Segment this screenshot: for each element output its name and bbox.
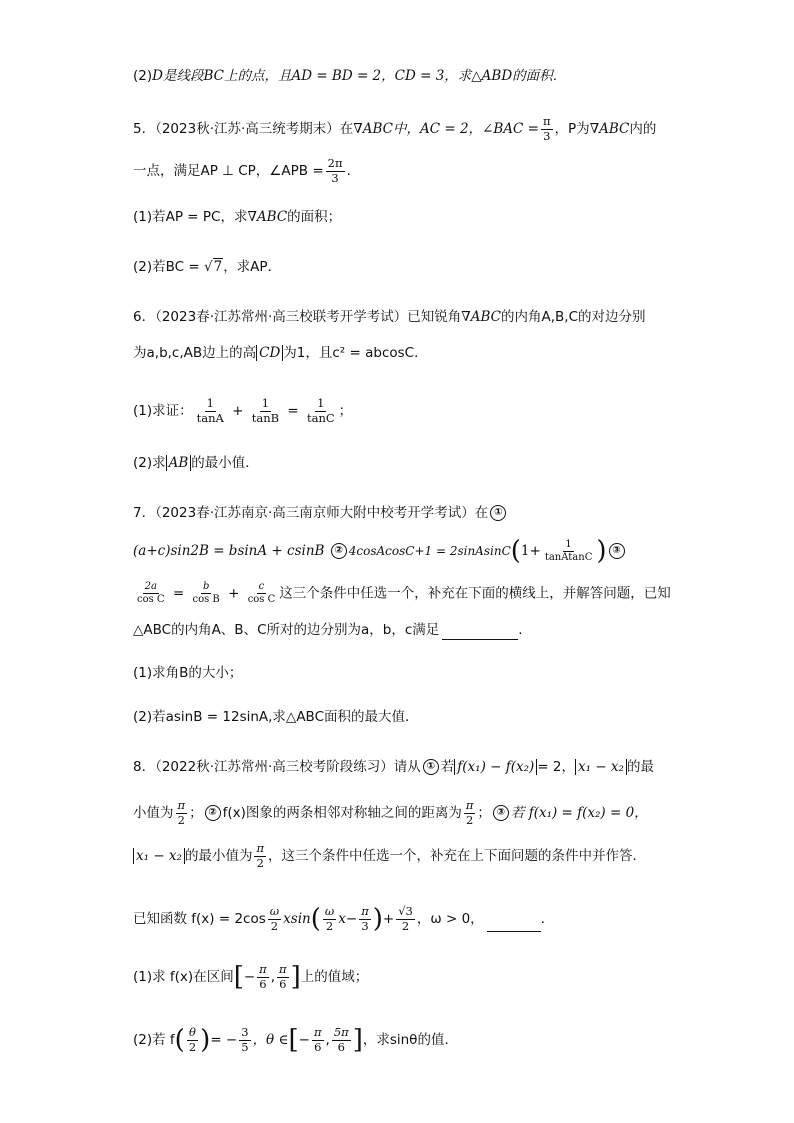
q7-line2: (a+c)sin2B = bsinA + csinB ② 4cosAcosC+1 = 2sinAsinC(1+ $\frac{1}{\text{tanAtanC}}$ ) ③ [133, 538, 627, 564]
q6-number: 6． [133, 309, 156, 325]
q7-number: 7． [133, 505, 156, 521]
frac-den: tanA [196, 410, 224, 425]
q8-source: （2022秋·江苏常州·高三校考阶段练习） [155, 759, 394, 775]
frac-den: 3 [331, 170, 339, 185]
q5-frac-pi3 [541, 116, 553, 142]
q5-part2 [133, 257, 281, 277]
q8-abs-fdiff: f(x₁) − f(x₂) [454, 759, 537, 775]
frac-den: 2 [256, 855, 264, 870]
q5-abc3: ABC [256, 209, 288, 225]
answer-blank [442, 639, 518, 640]
frac-pi3 [359, 906, 371, 932]
q5-line2: 一点，满足AP ⊥ CP，∠APB = $\frac{2\pi}{3}$ . [133, 156, 351, 185]
q6-line2 [133, 343, 428, 363]
q5-sqrt7: 7 [213, 259, 223, 275]
q8-line4-a: 已知函数 f(x) = 2cos [133, 911, 266, 927]
frac-num: θ [189, 1025, 196, 1039]
frac-pi2 [176, 800, 188, 826]
frac-num: b [202, 581, 210, 592]
frac-num: 2π [327, 156, 343, 170]
frac-num: 3 [241, 1025, 249, 1039]
q7-one: 1 [520, 543, 530, 559]
paren-left: ( [174, 1025, 185, 1055]
frac-den: 6 [259, 976, 267, 991]
paren-left: ( [310, 904, 321, 934]
frac-sqrt3-2 [396, 906, 415, 932]
q5-source: （2023秋·江苏·高三统考期末） [155, 121, 340, 137]
q8-part2-b: = − [210, 1032, 238, 1048]
q8-line3-b: ，这三个条件中任选一个，补充在上下面问题的条件中并作答． [268, 848, 647, 864]
frac-den: 2 [325, 918, 334, 933]
frac-den: 6 [337, 1039, 345, 1054]
frac-num: π [313, 1025, 322, 1039]
bracket-right: ] [290, 962, 301, 992]
frac-num: π [256, 841, 265, 855]
q8-part1-b: 上的值域； [300, 969, 369, 985]
frac-tanB [250, 398, 281, 424]
q8-text-b: 若 [440, 759, 455, 775]
q5-text-c: ，P为 [554, 121, 590, 137]
q8-abs-xdiff2: x₁ − x₂ [133, 848, 185, 864]
q8-part1-a: (1)求 f(x)在区间 [133, 969, 234, 985]
frac-den: cos C [247, 594, 276, 605]
frac-den: tanB [251, 410, 280, 425]
q5-part1 [133, 207, 341, 227]
circle-1-icon: ① [423, 759, 439, 775]
q8-number: 8． [133, 759, 156, 775]
q8-line3 [133, 843, 646, 869]
q4-part2-label: (2) [133, 68, 153, 84]
q5-text-b: 中，AC = 2，∠BAC = [392, 121, 539, 137]
frac-pi6 [312, 1027, 324, 1053]
frac-num: π [259, 962, 267, 976]
frac-omega2 [323, 906, 336, 932]
q6-tri: ∇ABC [461, 309, 501, 325]
q7-cond2: 4cosAcosC+1 = 2sinAsinC [348, 544, 511, 558]
q5-line2-text: 一点，满足AP ⊥ CP，∠APB = [133, 163, 324, 179]
q8-line2-a: 小值为 [133, 805, 174, 821]
q7-part1 [133, 663, 242, 683]
q5-tri: ∇ABC [353, 121, 393, 137]
q6-part1: (1)求证： $\frac{1}{\tan A}$ + $\frac{1}{\tan B}$ = $\frac{1}{\tan C}$ ； [133, 396, 353, 425]
frac-num: ω [324, 904, 335, 918]
q7-line4-text: △ABC的内角A、B、C所对的边分别为a，b，c满足 [133, 622, 440, 638]
bracket-left: [ [233, 962, 244, 992]
q8-part2-d: ，求sinθ的值． [362, 1032, 458, 1048]
frac-num: 1 [206, 396, 214, 410]
q7-cond1: (a+c)sin2B = bsinA + csinB [133, 543, 325, 559]
paren-right: ) [596, 536, 607, 566]
frac-num: √3 [398, 904, 413, 918]
q6-source: （2023春·江苏常州·高三校联考开学考试） [155, 309, 408, 325]
frac-omega2 [268, 906, 281, 932]
q8-abs-xdiff: x₁ − x₂ [575, 759, 627, 775]
frac-den: cos B [192, 594, 220, 605]
frac-den: 5 [241, 1039, 249, 1054]
frac-2a-cosC [135, 582, 167, 605]
q7-text: 在 [474, 505, 489, 521]
q8-line4: 已知函数 f(x) = 2cos $\frac{\omega}{2}$ xsin( $\frac{\omega}{2}$ x− $\frac{\pi}{3}$ )+ $\frac{√3}{2}$ ，ω > 0， ． [133, 904, 555, 934]
frac-num: π [542, 114, 551, 128]
q8-line2-b: ； [189, 805, 203, 821]
q7-part2-text: (2)若asinB = 12sinA,求△ABC面积的最大值. [133, 709, 410, 725]
q8-text-a: 请从 [393, 759, 421, 775]
q7-part1-text: (1)求角B的大小； [133, 665, 243, 681]
frac-pi2 [254, 843, 266, 869]
paren-left: ( [510, 536, 521, 566]
frac-num: π [361, 904, 369, 918]
q7-line3: $\frac{2a}{\text{cos C}}$ = $\frac{b}{\text{cos B}}$ + $\frac{c}{\text{cos C}}$ 这三个条件中任选一个，补充在下面的横线上，并解答问题，已知 [137, 581, 671, 605]
frac-c-cosC [246, 582, 278, 605]
q6-abc: ABC [470, 309, 501, 325]
circle-1-icon: ① [490, 505, 506, 521]
bracket-left: [ [288, 1025, 299, 1055]
q6-line2-b: 为1，且c² = abcosC． [283, 345, 428, 361]
frac-num: 2a [144, 581, 157, 592]
q8-text-c: = 2， [537, 759, 576, 775]
q8-line2 [133, 800, 648, 826]
frac-num: 1 [317, 396, 325, 410]
frac-num: π [465, 798, 474, 812]
frac-den: 3 [543, 128, 551, 143]
q5-tri2: ∇ABC [589, 121, 630, 137]
q5-text-d: 内的 [629, 121, 657, 137]
q4-part2-text: D是线段BC上的点，且AD = BD = 2，CD = 3，求△ABD的面积． [152, 68, 567, 84]
q5-line1 [133, 116, 656, 142]
q8-part1: (1)求 f(x)在区间[− $\frac{\pi}{6}$ , $\frac{\pi}{6}$ ]上的值域； [133, 962, 369, 992]
circle-2-icon: ② [331, 543, 347, 559]
frac-den: tanC [306, 410, 335, 425]
q5-part1-text: (1)若AP = PC，求 [133, 209, 248, 225]
q8-line2-e: 若 f(x₁) = f(x₂) = 0， [510, 805, 648, 821]
q6-part2-a: (2)求 [133, 455, 166, 471]
frac-den: 2 [188, 1039, 197, 1054]
frac-num: c [258, 581, 265, 592]
frac-num: 5π [333, 1025, 349, 1039]
q5-part1-tail: 的面积； [287, 209, 342, 225]
q5-part2-tail: ，求AP． [223, 259, 282, 275]
bracket-right: ] [352, 1025, 363, 1055]
frac-num: 1 [565, 538, 572, 550]
circle-3-icon: ③ [493, 805, 509, 821]
q8-line3-a: 的最小值为 [184, 848, 253, 864]
q6-abs-ab: AB [166, 455, 192, 471]
frac-den: cos C [137, 594, 165, 605]
q7-source: （2023春·江苏南京·高三南京师大附中校考开学考试） [155, 505, 475, 521]
frac-tanAtanC [543, 540, 595, 563]
q8-text-d: 的最 [626, 759, 654, 775]
frac-tanC [305, 398, 337, 424]
q8-line2-d: ； [477, 805, 491, 821]
sqrt-sign: √ [203, 259, 213, 275]
frac-den: 6 [314, 1039, 322, 1054]
frac-5pi6 [332, 1027, 351, 1053]
frac-pi2 [464, 800, 476, 826]
frac-num: π [279, 962, 287, 976]
q5-tri3: ∇ABC [247, 209, 288, 225]
paren-right: ) [372, 904, 383, 934]
q6-line1 [133, 307, 646, 327]
frac-den: 6 [279, 976, 287, 991]
frac-den: 2 [177, 812, 185, 827]
q5-part2-text: (2)若BC = [133, 259, 200, 275]
q6-text: 已知锐角 [407, 309, 462, 325]
q6-line2-a: 为a,b,c,AB边上的高 [133, 345, 257, 361]
answer-blank [487, 931, 541, 932]
q6-text-b: 的内角A,B,C的对边分别 [500, 309, 646, 325]
q8-line1 [133, 757, 654, 777]
frac-pi6 [257, 964, 269, 990]
frac-num: 1 [261, 396, 270, 410]
frac-pi6 [277, 964, 289, 990]
frac-den: 2 [270, 918, 279, 933]
paren-right: ) [200, 1025, 211, 1055]
q6-part1-label: (1)求证： [133, 403, 193, 419]
q8-part2-c: ，θ ∈ [252, 1032, 289, 1048]
circle-3-icon: ③ [609, 543, 625, 559]
q8-part2: (2)若 f( $\frac{\theta}{2}$ )= − $\frac{3}{5}$ ，θ ∈[− $\frac{\pi}{6}$ , $\frac{5\pi}{6}$ ]，求sinθ的值． [133, 1025, 458, 1055]
frac-b-cosB [191, 582, 222, 605]
circle-2-icon: ② [205, 805, 221, 821]
q5-number: 5． [133, 121, 156, 137]
q5-abc2: ABC [599, 121, 630, 137]
q4-part2 [133, 66, 566, 86]
q5-frac-2pi3 [326, 158, 345, 184]
frac-den: 3 [361, 918, 369, 933]
q6-part2-b: 的最小值． [191, 455, 259, 471]
q7-line3-text: 这三个条件中任选一个，补充在下面的横线上，并解答问题，已知 [279, 585, 671, 602]
q6-part2 [133, 453, 259, 473]
q8-part2-a: (2)若 f [133, 1032, 175, 1048]
q6-abs-cd: CD [256, 345, 283, 361]
frac-tanA [195, 398, 226, 424]
q8-line4-c: ，ω > 0， [416, 911, 484, 927]
frac-num: π [177, 798, 186, 812]
q5-text: 在 [339, 121, 354, 137]
frac-den: 2 [401, 918, 410, 933]
frac-den: tanAtanC [544, 551, 593, 563]
q7-part2 [133, 707, 409, 727]
frac-num: ω [269, 904, 280, 918]
q8-line2-c: f(x)图象的两条相邻对称轴之间的距离为 [222, 805, 462, 821]
frac-3-5 [239, 1027, 250, 1053]
q7-line4: △ABC的内角A、B、C所对的边分别为a，b，c满足 . [133, 622, 523, 638]
q5-abc: ABC [362, 121, 393, 137]
q8-line4-b: xsin [283, 911, 311, 927]
frac-den: 2 [465, 812, 474, 827]
frac-theta2 [187, 1027, 198, 1053]
q7-line1 [133, 503, 508, 523]
